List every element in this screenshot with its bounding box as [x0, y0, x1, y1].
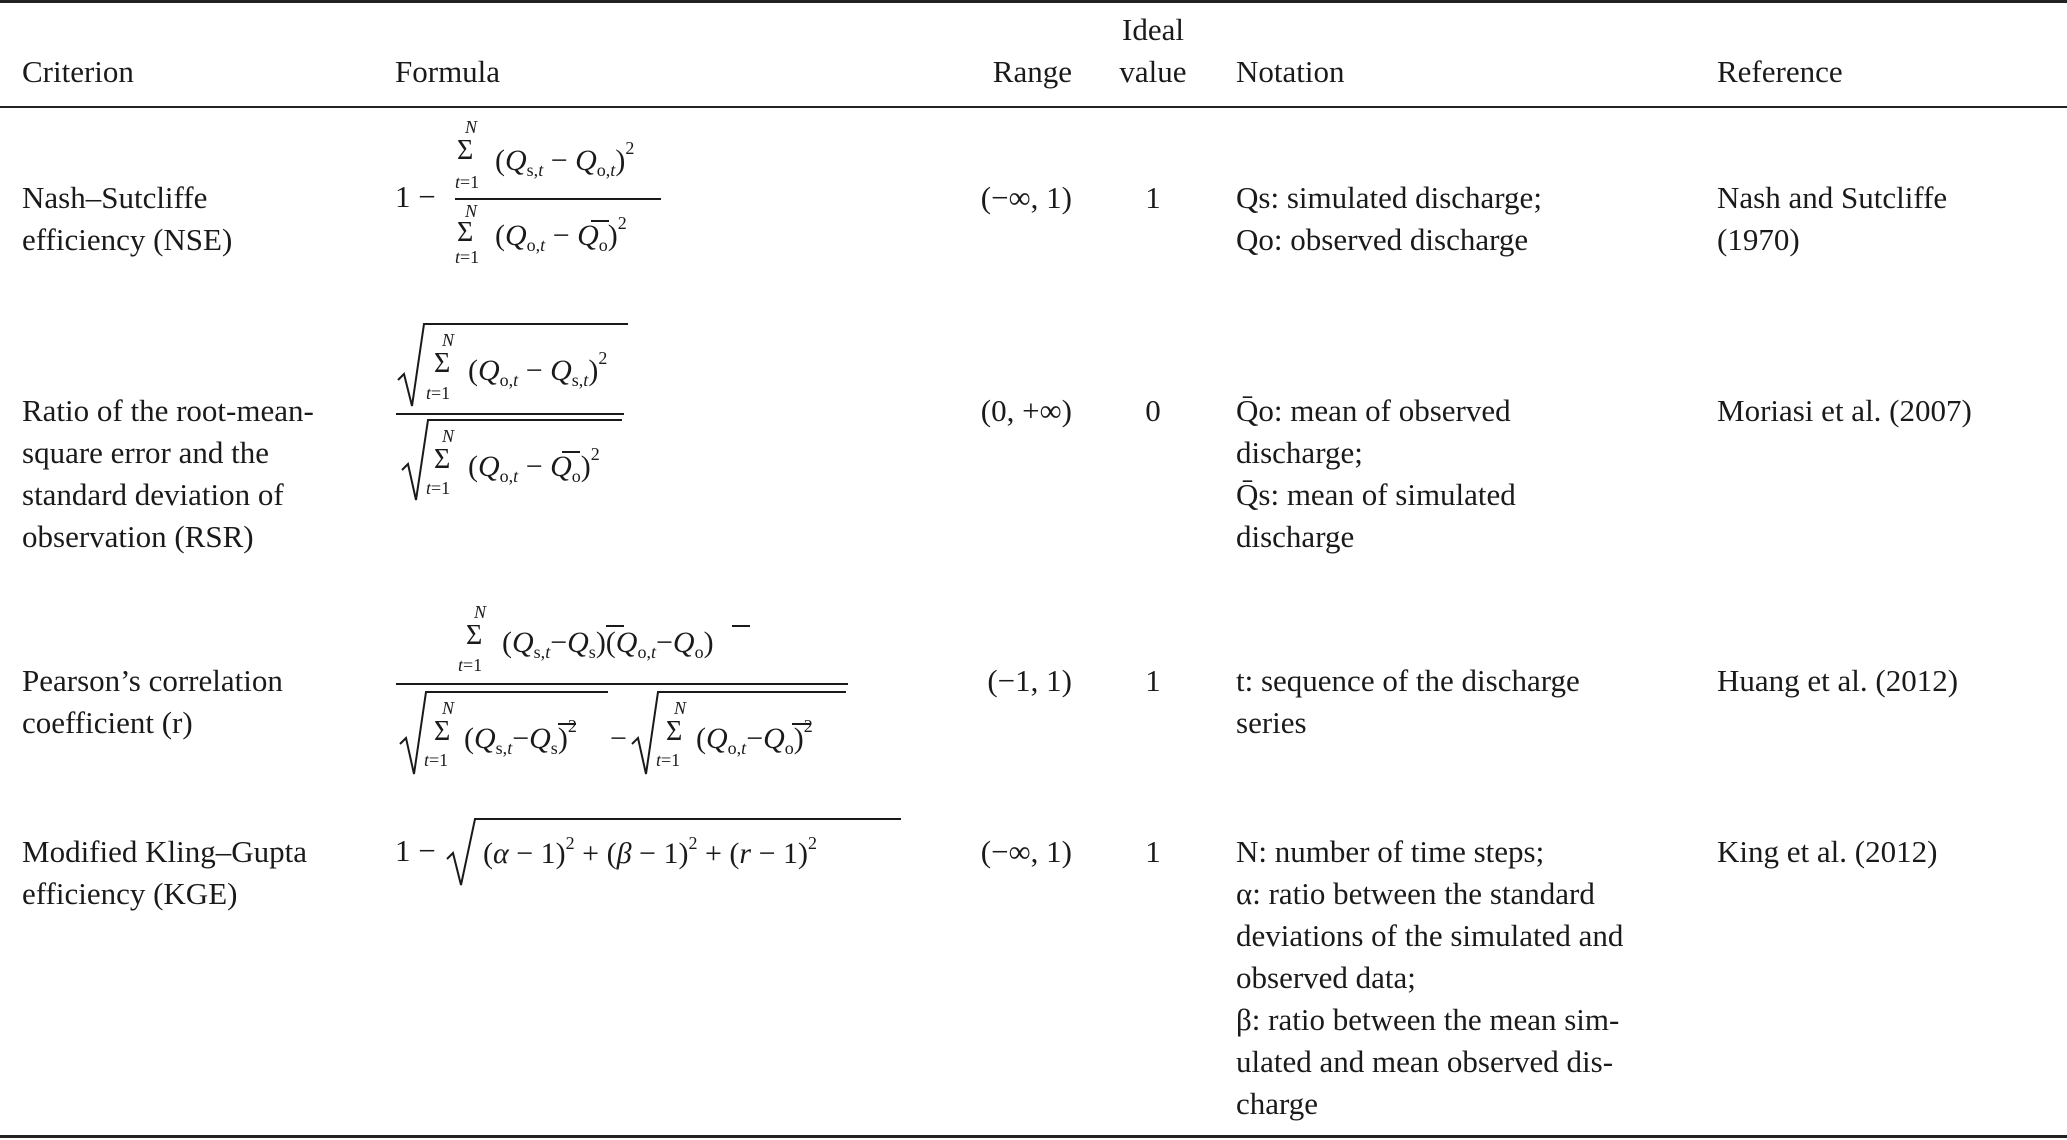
svg-text:(Qs,t − Qo,t)2: $(Q_{s,}t - Q_{o,}t)^2$	[495, 138, 635, 180]
row-rsr-notation-4: discharge	[1236, 519, 1355, 554]
row-pearson-notation-1: t: sequence of the discharge	[1236, 663, 1580, 698]
svg-text:t=1: t=1	[455, 247, 480, 267]
row-kge-criterion-2: efficiency (KGE)	[22, 876, 238, 911]
header-ideal-line2: value	[1119, 54, 1187, 89]
row-rsr-reference: Moriasi et al. (2007)	[1717, 393, 1972, 428]
row-nse-range: (−∞, 1)	[980, 180, 1072, 215]
svg-text:t=1: t=1	[656, 750, 681, 770]
svg-text:Σ: Σ	[666, 716, 683, 747]
svg-text:(Qs,t−Qs)2: $(Q_{s,}t-Q_s)^2$	[464, 716, 577, 758]
top-rule	[0, 0, 2067, 3]
row-rsr-criterion-1: Ratio of the root-mean-	[22, 393, 314, 428]
row-pearson-notation-2: series	[1236, 705, 1307, 740]
svg-text:Σ: Σ	[434, 444, 451, 475]
row-kge-reference: King et al. (2012)	[1717, 834, 1938, 869]
header-range: Range	[992, 54, 1072, 89]
row-rsr-notation-2: discharge;	[1236, 435, 1363, 470]
svg-text:t=1: t=1	[455, 172, 480, 192]
row-kge-range: (−∞, 1)	[980, 834, 1072, 869]
row-rsr-criterion-2: square error and the	[22, 435, 270, 470]
row-rsr-criterion-3: standard deviation of	[22, 477, 284, 512]
svg-text:(Qs,t−Qs)(Qo,t−Qo): $(Q_{s,}t-Q_s)(Q_{o,}t-Q_o)$	[502, 626, 714, 662]
row-rsr-notation-3: Q̄s: mean of simulated	[1236, 477, 1516, 512]
svg-text:Σ: Σ	[457, 217, 474, 248]
svg-text:N: N	[442, 426, 455, 446]
row-kge-notation-1: N: number of time steps;	[1236, 834, 1545, 869]
svg-text:N: N	[474, 602, 487, 622]
svg-text:t=1: t=1	[458, 655, 483, 675]
row-kge-criterion-1: Modified Kling–Gupta	[22, 834, 307, 869]
row-nse-criterion-1: Nash–Sutcliffe	[22, 180, 208, 215]
header-reference: Reference	[1717, 54, 1843, 89]
row-kge-notation-5: β: ratio between the mean sim-	[1236, 1002, 1620, 1037]
row-kge-formula	[393, 815, 913, 895]
svg-text:Σ: Σ	[434, 348, 451, 379]
svg-text:N: N	[442, 698, 455, 718]
svg-text:(Qo,t−Qo)2: $(Q_{o,}t-Q_o)^2$	[696, 716, 813, 758]
svg-text:t=1: t=1	[426, 383, 451, 403]
svg-text:N: N	[674, 698, 687, 718]
row-nse-reference-1: Nash and Sutcliffe	[1717, 180, 1948, 215]
svg-text:1 −: 1 −	[395, 179, 436, 214]
svg-text:Σ: Σ	[434, 716, 451, 747]
row-kge-notation-6: ulated and mean observed dis-	[1236, 1044, 1614, 1079]
row-nse-criterion-2: efficiency (NSE)	[22, 222, 233, 257]
svg-text:t=1: t=1	[426, 478, 451, 498]
svg-text:−: −	[610, 722, 627, 755]
svg-text:N: N	[465, 117, 478, 137]
svg-text:N: N	[442, 330, 455, 350]
row-rsr-ideal: 0	[1145, 393, 1161, 428]
row-rsr-criterion-4: observation (RSR)	[22, 519, 254, 554]
bottom-rule	[0, 1135, 2067, 1138]
svg-text:Σ: Σ	[457, 135, 474, 166]
row-pearson-formula	[396, 602, 866, 782]
row-nse-reference-2: (1970)	[1717, 222, 1800, 257]
svg-text:1 −: 1 −	[395, 833, 436, 868]
svg-text:(α − 1)2 + (β − 1)2 + (r − 1)2: $(\alpha - 1)^2 + (\beta - 1)^2 + (r - 1)^2$	[483, 833, 817, 870]
row-rsr-notation-1: Q̄o: mean of observed	[1236, 393, 1511, 428]
row-pearson-range: (−1, 1)	[987, 663, 1072, 698]
svg-text:(Qo,t − Qo)2: $(Q_{o,}t - Q_o)^2$	[468, 444, 600, 486]
row-pearson-criterion-1: Pearson’s correlation	[22, 663, 283, 698]
svg-text:N: N	[465, 201, 478, 221]
row-nse-notation-2: Qo: observed discharge	[1236, 222, 1529, 257]
row-pearson-ideal: 1	[1145, 663, 1161, 698]
row-rsr-formula	[396, 320, 636, 510]
row-nse-ideal: 1	[1145, 180, 1161, 215]
row-kge-notation-3: deviations of the simulated and	[1236, 918, 1624, 953]
row-kge-notation-2: α: ratio between the standard	[1236, 876, 1595, 911]
row-kge-notation-4: observed data;	[1236, 960, 1416, 995]
svg-text:(Qo,t − Qs,t)2: $(Q_{o,}t - Q_{s,}t)^2$	[468, 348, 608, 390]
row-nse-notation-1: Qs: simulated discharge;	[1236, 180, 1542, 215]
svg-text:t=1: t=1	[424, 750, 449, 770]
row-pearson-criterion-2: coefficient (r)	[22, 705, 193, 740]
row-kge-ideal: 1	[1145, 834, 1161, 869]
svg-text:Σ: Σ	[466, 620, 483, 651]
header-criterion: Criterion	[22, 54, 134, 89]
header-formula: Formula	[395, 54, 501, 89]
row-kge-notation-7: charge	[1236, 1086, 1319, 1121]
row-nse-formula	[393, 117, 693, 267]
header-notation: Notation	[1236, 54, 1345, 89]
svg-text:(Qo,t − Qo)2: $(Q_{o,}t - Q_o)^2$	[495, 213, 627, 255]
header-ideal-line1: Ideal	[1122, 12, 1184, 47]
row-rsr-range: (0, +∞)	[980, 393, 1072, 428]
row-pearson-reference: Huang et al. (2012)	[1717, 663, 1959, 698]
header-rule	[0, 106, 2067, 108]
